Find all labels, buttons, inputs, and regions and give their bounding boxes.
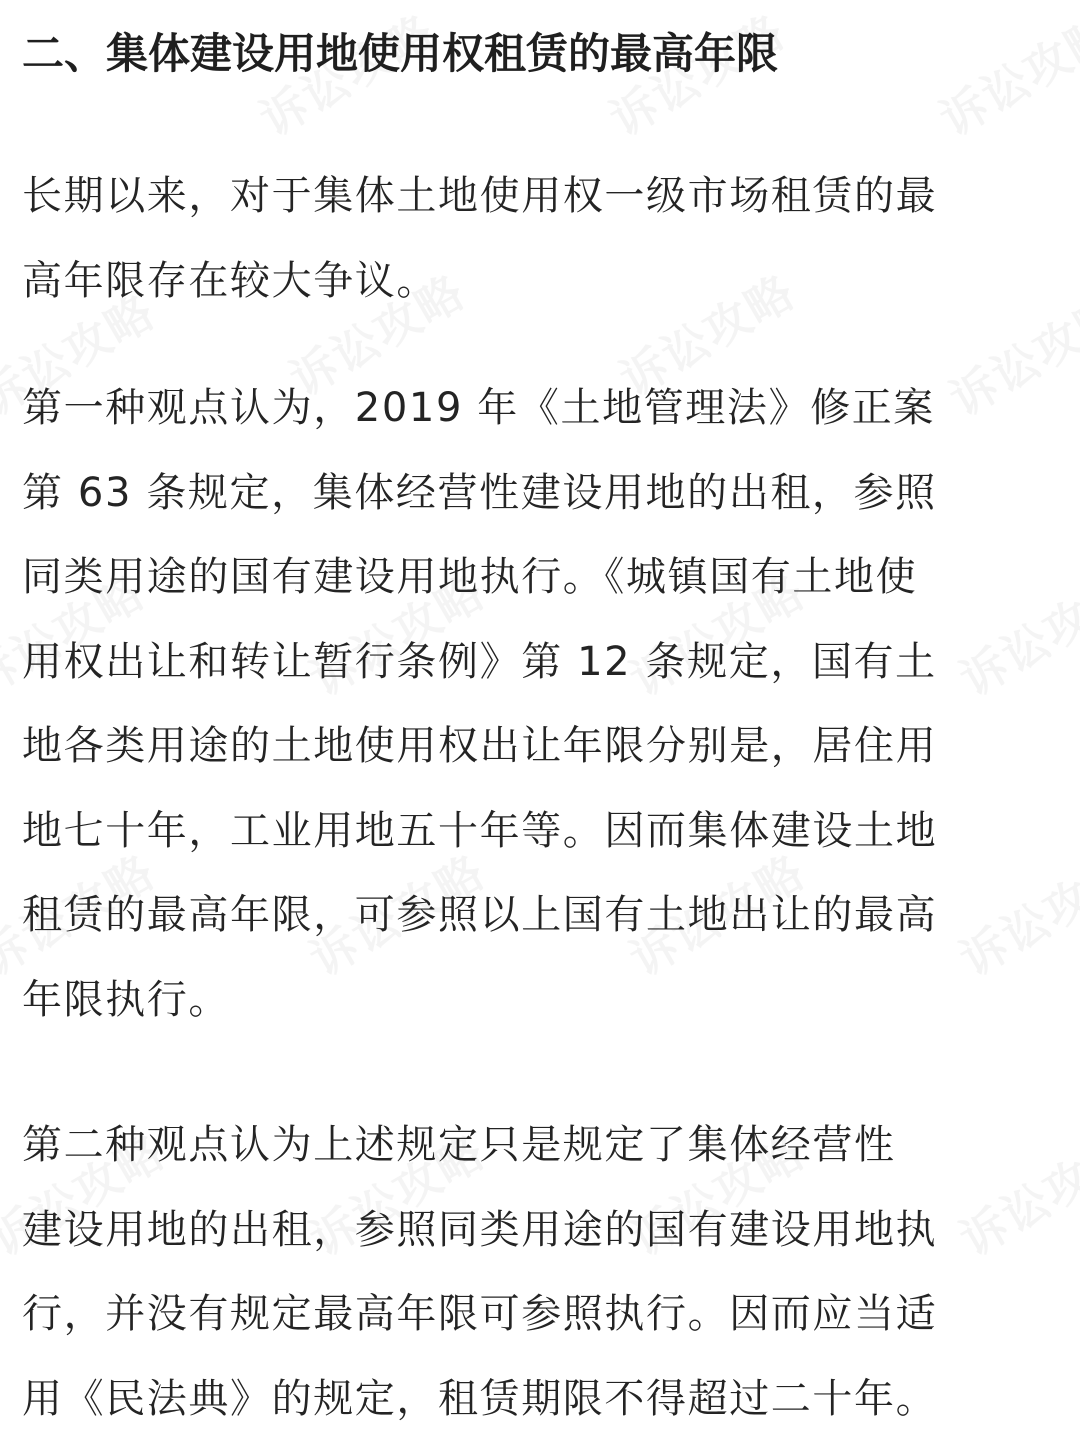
- text-line: 行，并没有规定最高年限可参照执行。因而应当适: [22, 1291, 938, 1337]
- text-line: 租赁的最高年限，可参照以上国有土地出让的最高: [22, 892, 938, 938]
- watermark: [926, 0, 1080, 150]
- text-line: 第 63 条规定，集体经营性建设用地的出租，参照: [22, 469, 937, 516]
- text-line: 建设用地的出租，参照同类用途的国有建设用地执: [22, 1206, 938, 1253]
- paragraph-second-view: [22, 1103, 1062, 1441]
- text-line: 第一种观点认为，2019 年《土地管理法》修正案: [22, 385, 935, 431]
- section-heading: 二、集体建设用地使用权租赁的最高年限: [22, 29, 779, 78]
- text-line: 同类用途的国有建设用地执行。《城镇国有土地使: [22, 554, 918, 600]
- text-line: 地各类用途的土地使用权出让年限分别是，居住用: [22, 723, 938, 769]
- text-line: 第二种观点认为上述规定只是规定了集体经营性: [22, 1122, 896, 1168]
- text-line: 年限执行。: [22, 976, 230, 1023]
- paragraph-first-view: [22, 366, 1062, 1042]
- text-line: 地七十年，工业用地五十年等。因而集体建设土地: [22, 807, 938, 854]
- text-line: 用权出让和转让暂行条例》第 12 条规定，国有土: [22, 638, 937, 685]
- paragraph-intro: [22, 154, 1062, 323]
- text-line: 高年限存在较大争议。: [22, 257, 438, 304]
- text-line: 用《民法典》的规定，租赁期限不得超过二十年。: [22, 1375, 938, 1422]
- text-line: 长期以来，对于集体土地使用权一级市场租赁的最: [22, 173, 938, 219]
